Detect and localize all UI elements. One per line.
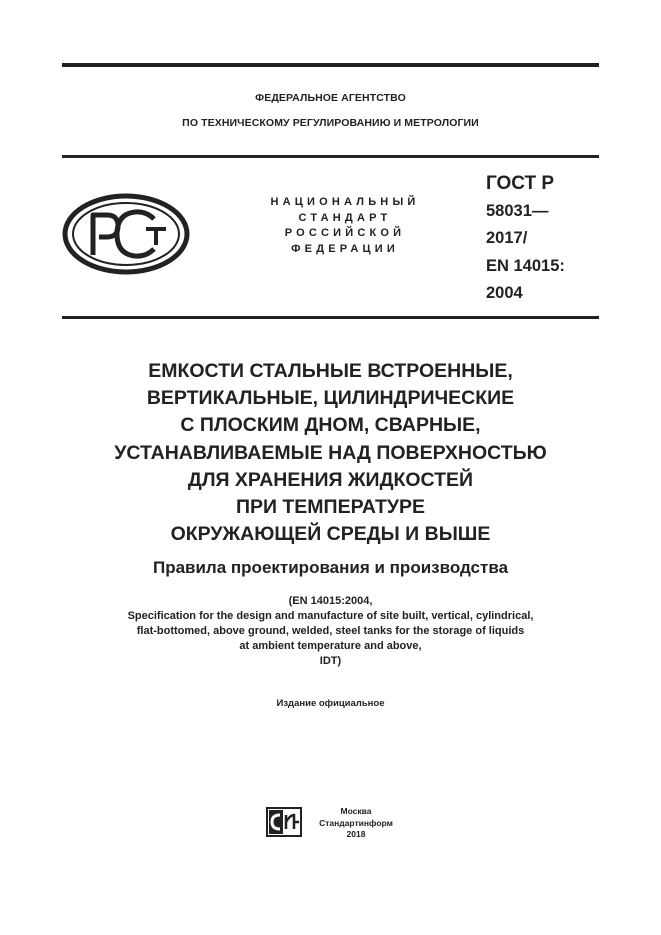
english-reference [0,594,661,669]
publisher-city: Москва [340,806,372,816]
agency-line-2: ПО ТЕХНИЧЕСКОМУ РЕГУЛИРОВАНИЮ И МЕТРОЛОГИИ [182,117,479,129]
edition-label: Издание официальное [276,698,385,709]
designation-rule [62,316,599,319]
designation-line-1: ГОСТ Р [486,173,555,194]
designation-line-5: 2004 [486,284,523,302]
publisher-year: 2018 [346,829,366,839]
title-line-7: ОКРУЖАЮЩЕЙ СРЕДЫ И ВЫШЕ [170,523,491,546]
title-line-2: ВЕРТИКАЛЬНЫЕ, ЦИЛИНДРИЧЕСКИЕ [146,387,515,410]
publisher-name: Стандартинформ [319,817,393,828]
en-line-2: Specification for the design and manufacture of site built, vertical, cylindrical, [127,610,534,622]
publisher-info [306,806,406,841]
designation-line-4: EN 14015: [486,256,565,275]
en-line-1: (EN 14015:2004, [288,595,373,607]
natstd-line-1: НАЦИОНАЛЬНЫЙ [270,196,420,208]
standartinform-logo-icon [266,807,302,837]
standard-designation [486,170,565,308]
designation-line-2: 58031— [486,201,549,220]
en-line-4: at ambient temperature and above, [239,640,422,652]
title-line-5: ДЛЯ ХРАНЕНИЯ ЖИДКОСТЕЙ [187,468,474,491]
title-line-3: С ПЛОСКИМ ДНОМ, СВАРНЫЕ, [180,414,481,437]
natstd-line-4: ФЕДЕРАЦИИ [291,242,399,255]
en-line-5: IDT) [319,655,342,667]
document-title [0,358,661,548]
designation-line-3: 2017/ [486,229,528,247]
natstd-line-3: РОССИЙСКОЙ [284,227,406,240]
title-line-6: ПРИ ТЕМПЕРАТУРЕ [235,496,426,519]
national-standard-label [240,195,450,257]
top-rule [62,63,599,67]
en-line-3: flat-bottomed, above ground, welded, steel tanks for the storage of liquids [136,625,525,637]
title-line-1: ЕМКОСТИ СТАЛЬНЫЕ ВСТРОЕННЫЕ, [148,360,513,382]
document-subtitle: Правила проектирования и производства [152,558,509,577]
natstd-line-2: СТАНДАРТ [298,211,392,224]
header-rule [62,155,599,158]
rst-certification-mark-icon [62,193,190,275]
title-line-4: УСТАНАВЛИВАЕМЫЕ НАД ПОВЕРХНОСТЬЮ [114,441,547,464]
agency-line-1: ФЕДЕРАЛЬНОЕ АГЕНТСТВО [255,92,406,104]
